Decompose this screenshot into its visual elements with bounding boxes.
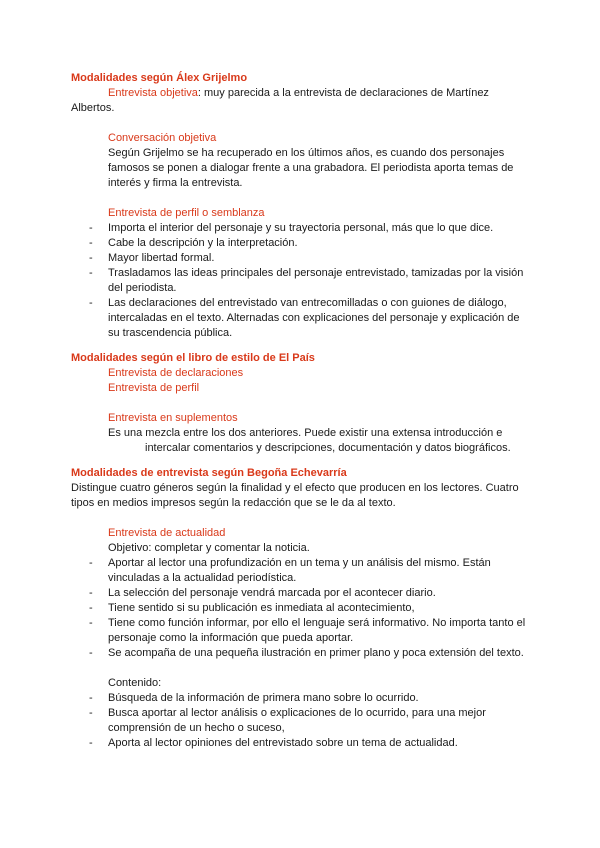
contenido-label: Contenido: [108,677,162,689]
objetiva-paragraph [71,86,531,116]
perfil-label: Entrevista de perfil o semblanza [108,207,265,219]
section-heading-grijelmo: Modalidades según Álex Grijelmo [71,72,248,84]
declaraciones-label: Entrevista de declaraciones [108,367,244,379]
list-item: - Tiene sentido si su publicación es inmediata al acontecimiento, [71,601,531,616]
list-item: - Busca aportar al lector análisis o explicaciones de lo ocurrido, para una mejor comprensión de un hecho o suceso, [71,706,531,736]
list-item: - Aportar al lector una profundización en un tema y un análisis del mismo. Están vinculadas a la actualidad periodística. [71,556,531,586]
perfil-list [71,221,531,341]
actualidad-list [71,556,531,661]
list-item: - La selección del personaje vendrá marcada por el acontecer diario. [71,586,531,601]
objetivo-text: Objetivo: completar y comentar la noticia. [108,542,310,554]
list-item: - Se acompaña de una pequeña ilustración en primer plano y poca extensión del texto. [71,646,531,661]
suplementos-label: Entrevista en suplementos [108,412,238,424]
list-item: - Importa el interior del personaje y su trayectoria personal, más que lo que dice. [71,221,531,236]
contenido-list [71,691,531,751]
echevarria-intro: Distingue cuatro géneros según la finalidad y el efecto que producen en los lectores. Cuatro tipos en medios impresos según la redacción que se le da al texto. [71,482,519,509]
list-item: - Cabe la descripción y la interpretación. [71,236,531,251]
suplementos-line-1: Es una mezcla entre los dos anteriores. Puede existir una extensa introducción e [108,427,503,439]
conversacion-label: Conversación objetiva [108,132,217,144]
list-item: - Trasladamos las ideas principales del personaje entrevistado, tamizadas por la visión del periodista. [71,266,531,296]
actualidad-label: Entrevista de actualidad [108,527,226,539]
suplementos-line-2: intercalar comentarios y descripciones, documentación y datos biográficos. [145,442,511,454]
section-heading-echevarria: Modalidades de entrevista según Begoña Echevarría [71,467,347,479]
conversacion-text: Según Grijelmo se ha recuperado en los últimos años, es cuando dos personajes famosos se ponen a dialogar frente a una grabadora. El periodista aporta temas de interés y firma la entrevista. [108,147,514,189]
document-body [71,71,531,751]
list-item: - Aporta al lector opiniones del entrevistado sobre un tema de actualidad. [71,736,531,751]
perfil2-label: Entrevista de perfil [108,382,200,394]
section-heading-el-pais: Modalidades según el libro de estilo de El País [71,352,315,364]
objetiva-label: Entrevista objetiva [108,87,198,99]
list-item: - Las declaraciones del entrevistado van entrecomilladas o con guiones de diálogo, intercaladas en el texto. Alternadas con explicaciones del personaje y explicación de su trascendencia pública. [71,296,531,341]
suplementos-text [71,426,531,456]
list-item: - Búsqueda de la información de primera mano sobre lo ocurrido. [71,691,531,706]
list-item: - Tiene como función informar, por ello el lenguaje será informativo. No importa tanto el personaje como la información que pueda aportar. [71,616,531,646]
list-item: - Mayor libertad formal. [71,251,531,266]
objetiva-text: : muy parecida a la entrevista de declaraciones de Martínez Albertos. [71,87,489,114]
